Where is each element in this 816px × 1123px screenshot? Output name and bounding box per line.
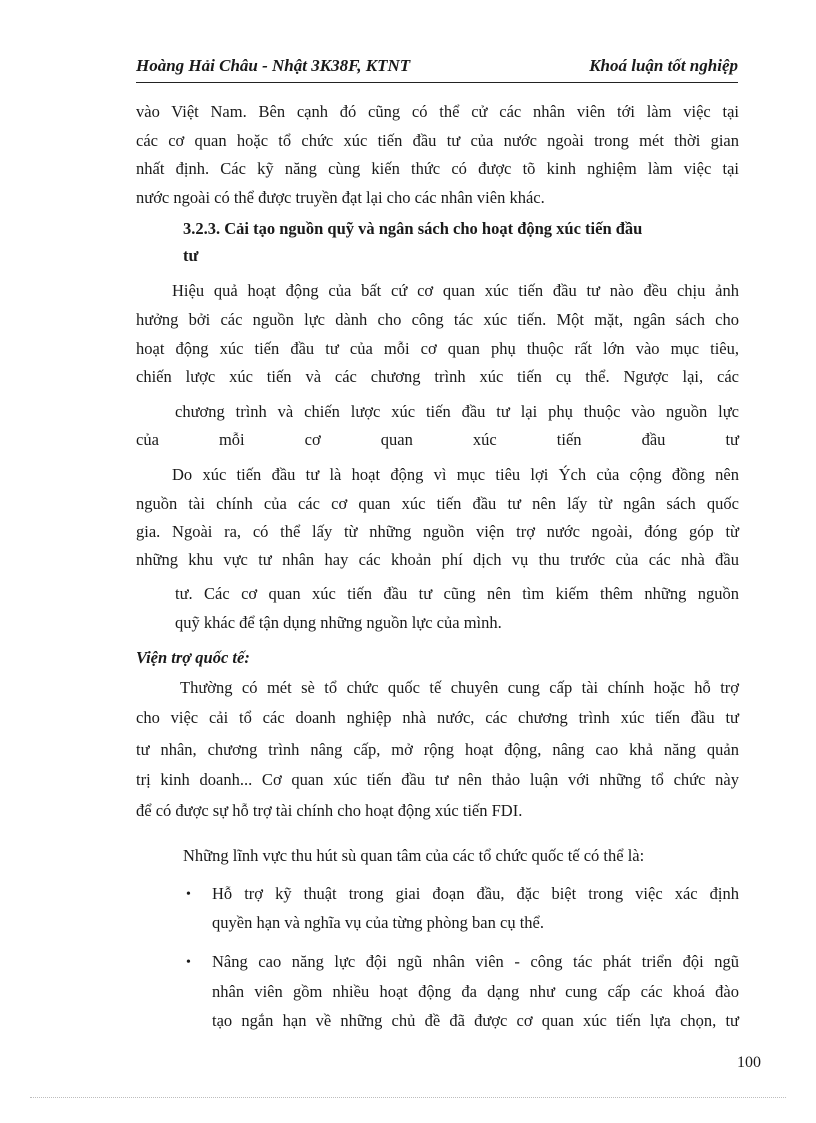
text-line: tư. Các cơ quan xúc tiến đầu tư cũng nên tìm kiếm thêm những nguồn: [175, 584, 739, 603]
text-line: tư nhân, chương trình nâng cấp, mở rộng hoạt động, nâng cao khả năng quản: [136, 740, 739, 759]
text-line: Thường có mét sè tổ chức quốc tế chuyên cung cấp tài chính hoặc hỗ trợ: [180, 678, 739, 697]
text-line: Những lĩnh vực thu hút sù quan tâm của các tổ chức quốc tế có thể là:: [183, 846, 645, 865]
subheading: Viện trợ quốc tế:: [136, 648, 250, 667]
text-line: hoạt động xúc tiến đầu tư của mỗi cơ quan phụ thuộc rất lớn vào mục tiêu,: [136, 339, 739, 358]
text-line: nhất định. Các kỹ năng cùng kiến thức có được tõ kinh nghiệm làm việc tại: [136, 159, 739, 178]
section-heading: 3.2.3. Cải tạo nguồn quỹ và ngân sách cho hoạt động xúc tiến đầu: [183, 219, 643, 238]
text-line: quỹ khác để tận dụng những nguồn lực của mình.: [175, 613, 502, 632]
list-item: Hỗ trợ kỹ thuật trong giai đoạn đầu, đặc biệt trong việc xác định: [212, 884, 739, 903]
list-item: Nâng cao năng lực đội ngũ nhân viên - công tác phát triển đội ngũ: [212, 952, 739, 971]
text-line: chương trình và chiến lược xúc tiến đầu tư lại phụ thuộc vào nguồn lực: [175, 402, 739, 421]
bullet-icon: •: [186, 887, 191, 902]
text-line: vào Việt Nam. Bên cạnh đó cũng có thể cử các nhân viên tới làm việc tại: [136, 102, 739, 121]
list-item-cont: tạo ngắn hạn về những chủ đề đã được cơ quan xúc tiến lựa chọn, tư: [212, 1011, 739, 1030]
text-line: những khu vực tư nhân hay các khoản phí dịch vụ thu trước của các nhà đầu: [136, 550, 739, 569]
text-line: các cơ quan hoặc tổ chức xúc tiến đầu tư của nước ngoài trong mét thời gian: [136, 131, 739, 150]
list-item-cont: nhân viên gồm nhiều hoạt động đa dạng như cung cấp các khoá đào: [212, 982, 739, 1001]
text-line: trị kinh doanh... Cơ quan xúc tiến đầu tư nên thảo luận với những tổ chức này: [136, 770, 739, 789]
text-line: hưởng bởi các nguồn lực dành cho công tác xúc tiến. Một mặt, ngân sách cho: [136, 310, 739, 329]
page-number: 100: [737, 1054, 761, 1071]
page-header: [136, 50, 738, 83]
text-line: cho việc cải tổ các doanh nghiệp nhà nước, các chương trình xúc tiến đầu tư: [136, 708, 739, 727]
text-line: của mỗi cơ quan xúc tiến đầu tư: [136, 430, 739, 449]
footer-divider: [30, 1097, 786, 1098]
bullet-icon: •: [186, 955, 191, 970]
text-line: Do xúc tiến đầu tư là hoạt động vì mục tiêu lợi Ých của cộng đồng nên: [172, 465, 739, 484]
text-line: Hiệu quả hoạt động của bất cứ cơ quan xúc tiến đầu tư nào đều chịu ảnh: [172, 281, 739, 300]
header-author: Hoàng Hải Châu - Nhật 3K38F, KTNT: [136, 56, 411, 75]
list-item-cont: quyền hạn và nghĩa vụ của từng phòng ban cụ thể.: [212, 913, 544, 932]
text-line: nước ngoài có thể được truyền đạt lại cho các nhân viên khác.: [136, 188, 545, 207]
text-line: nguồn tài chính của các cơ quan xúc tiến đầu tư nên lấy từ ngân sách quốc: [136, 494, 739, 513]
text-line: để có được sự hỗ trợ tài chính cho hoạt động xúc tiến FDI.: [136, 801, 523, 820]
text-line: chiến lược xúc tiến và các chương trình xúc tiến cụ thể. Ngược lại, các: [136, 367, 739, 386]
section-heading-cont: tư: [183, 246, 199, 265]
header-doc-type: Khoá luận tốt nghiệp: [589, 56, 738, 75]
text-line: gia. Ngoài ra, có thể lấy từ những nguồn viện trợ nước ngoài, đóng góp từ: [136, 522, 739, 541]
